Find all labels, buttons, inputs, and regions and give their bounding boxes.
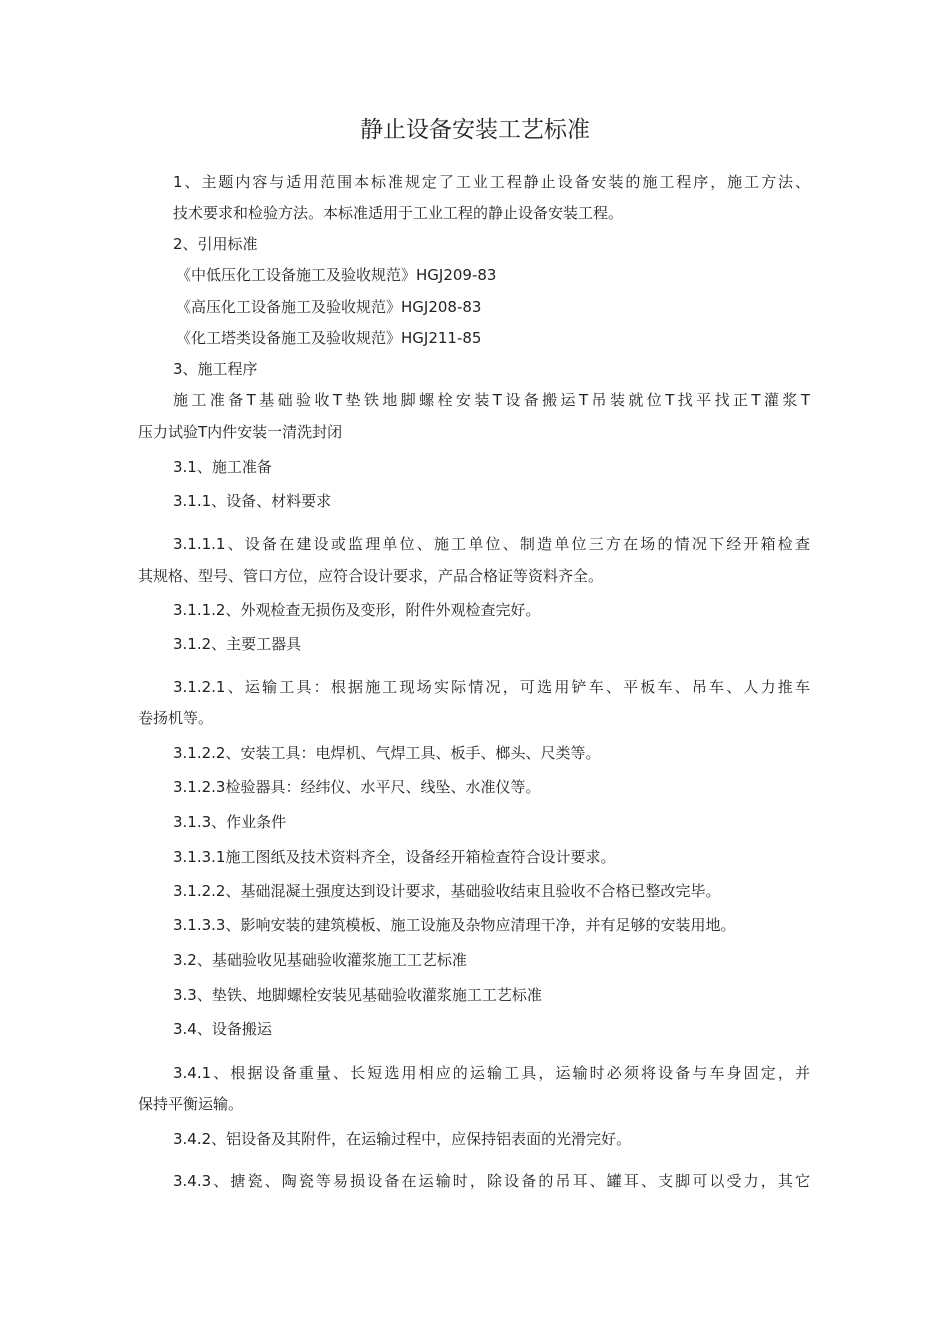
- section-heading: 3.1.2、主要工器具: [173, 635, 302, 653]
- section-heading: 3.2、基础验收见基础验收灌浆施工工艺标准: [173, 951, 467, 969]
- paragraph-line: 3.1.2.3检验器具：经纬仪、水平尺、线坠、水准仪等。: [173, 778, 541, 796]
- section-heading: 2、引用标准: [173, 235, 258, 253]
- paragraph-line: 3.1.3.3、影响安装的建筑模板、施工设施及杂物应清理干净，并有足够的安装用地。: [173, 916, 736, 934]
- document-title: 静止设备安装工艺标准: [360, 117, 590, 143]
- paragraph-line: 其规格、型号、管口方位，应符合设计要求，产品合格证等资料齐全。: [138, 567, 604, 585]
- reference-item: 《高压化工设备施工及验收规范》HGJ208-83: [176, 298, 482, 316]
- section-heading: 3.1、施工准备: [173, 458, 272, 476]
- section-heading: 3.3、垫铁、地脚螺栓安装见基础验收灌浆施工工艺标准: [173, 986, 542, 1004]
- reference-item: 《化工塔类设备施工及验收规范》HGJ211-85: [176, 329, 482, 347]
- paragraph-line: 施工准备T基础验收T垫铁地脚螺栓安装T设备搬运T吊装就位T找平找正T灌浆T: [173, 391, 810, 409]
- section-heading: 3.1.3、作业条件: [173, 813, 287, 831]
- paragraph-line: 3.1.1.1、设备在建设或监理单位、施工单位、制造单位三方在场的情况下经开箱检查: [173, 535, 810, 553]
- paragraph-line: 压力试验T内件安装一清洗封闭: [138, 423, 343, 441]
- paragraph-line: 技术要求和检验方法。本标准适用于工业工程的静止设备安装工程。: [173, 204, 624, 222]
- section-heading: 3.1.1、设备、材料要求: [173, 492, 332, 510]
- paragraph-line: 3.4.3、搪瓷、陶瓷等易损设备在运输时，除设备的吊耳、罐耳、支脚可以受力，其它: [173, 1172, 810, 1190]
- paragraph-line: 3.4.2、铝设备及其附件，在运输过程中，应保持铝表面的光滑完好。: [173, 1130, 632, 1148]
- paragraph-line: 3.4.1、根据设备重量、长短选用相应的运输工具，运输时必须将设备与车身固定，并: [173, 1064, 810, 1082]
- paragraph-line: 1、主题内容与适用范围本标准规定了工业工程静止设备安装的施工程序，施工方法、: [173, 173, 810, 191]
- paragraph-line: 3.1.1.2、外观检查无损伤及变形，附件外观检查完好。: [173, 601, 541, 619]
- paragraph-line: 3.1.2.2、基础混凝土强度达到设计要求，基础验收结束且验收不合格已整改完毕。: [173, 882, 721, 900]
- paragraph-line: 3.1.3.1施工图纸及技术资料齐全，设备经开箱检查符合设计要求。: [173, 848, 616, 866]
- reference-item: 《中低压化工设备施工及验收规范》HGJ209-83: [176, 266, 497, 284]
- paragraph-line: 卷扬机等。: [138, 709, 214, 727]
- paragraph-line: 保持平衡运输。: [138, 1095, 244, 1113]
- paragraph-line: 3.1.2.2、安装工具：电焊机、气焊工具、板手、榔头、尺类等。: [173, 744, 601, 762]
- section-heading: 3、施工程序: [173, 360, 258, 378]
- section-heading: 3.4、设备搬运: [173, 1020, 272, 1038]
- paragraph-line: 3.1.2.1、运输工具：根据施工现场实际情况，可选用铲车、平板车、吊车、人力推车: [173, 678, 810, 696]
